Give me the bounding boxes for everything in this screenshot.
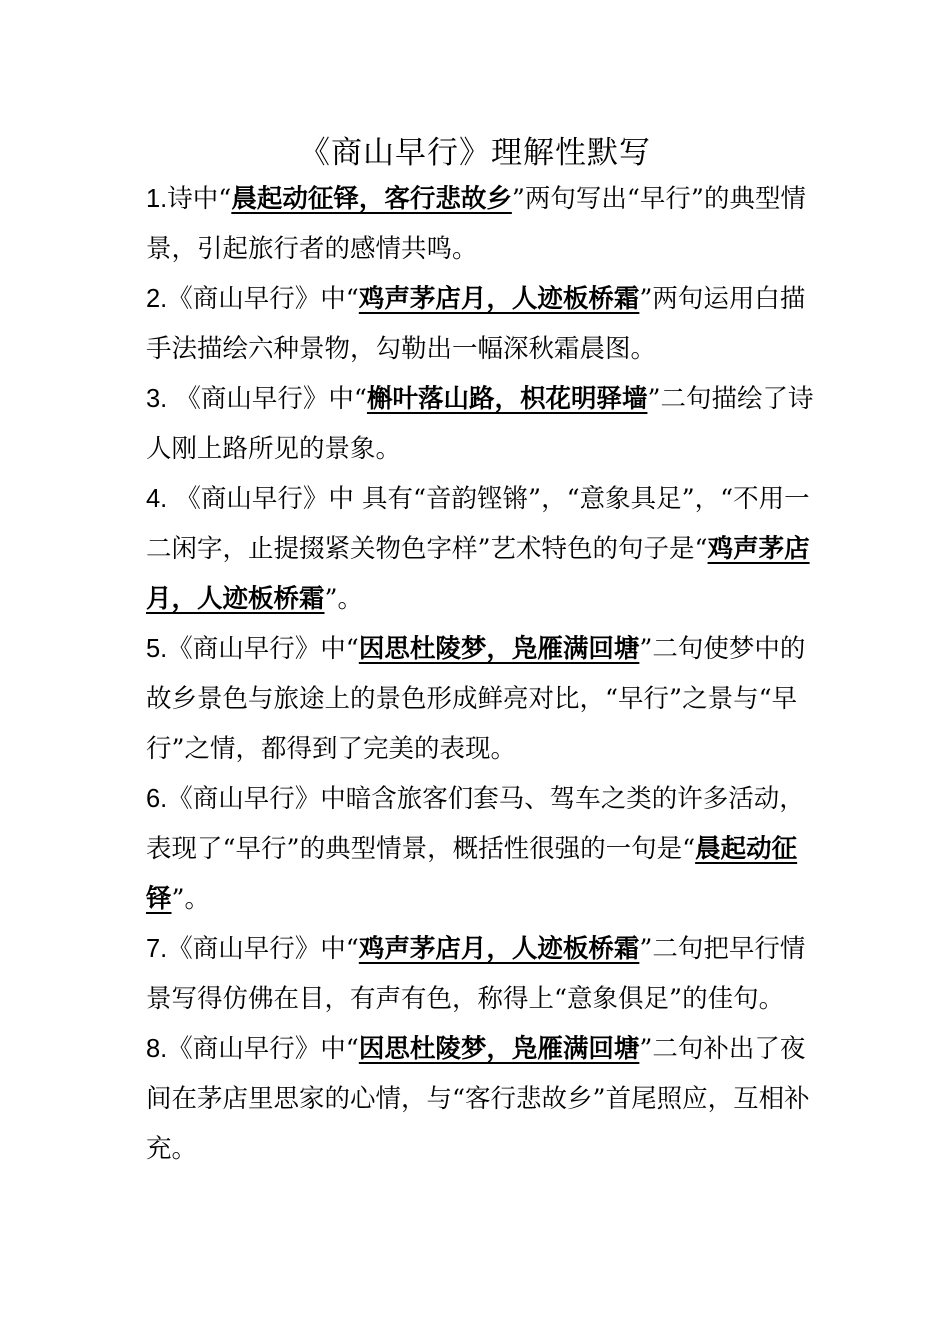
question-item-8 <box>146 1024 816 1174</box>
answer-text: 鸡声茅店月，人迹板桥霜 <box>358 934 640 964</box>
question-number: 5. <box>146 635 168 663</box>
question-number: 8. <box>146 1035 168 1063</box>
question-item-1 <box>146 174 816 274</box>
question-number: 7. <box>146 935 168 963</box>
question-text-before: 《商山早行》中暗含旅客们套马、驾车之类的许多活动，表现了“早行”的典型情景，概括性很强的一句是“ <box>146 784 805 864</box>
question-item-2 <box>146 274 816 374</box>
question-text-after: ”二句把早行情景写得仿佛在目，有声有色，称得上“意象俱足”的佳句。 <box>146 934 806 1014</box>
answer-text: 鸡声茅店月，人迹板桥霜 <box>146 534 810 614</box>
question-text-before: 《商山早行》中“ <box>167 1034 359 1064</box>
answer-text: 槲叶落山路，枳花明驿墙 <box>366 384 648 414</box>
question-list <box>146 174 816 1174</box>
question-text-before: 《商山早行》中“ <box>167 384 367 414</box>
question-item-3 <box>146 374 816 474</box>
question-item-6 <box>146 774 816 924</box>
question-text-after: ”二句补出了夜间在茅店里思家的心情，与“客行悲故乡”首尾照应，互相补充。 <box>146 1034 810 1164</box>
question-text-after: ”。 <box>171 884 211 914</box>
question-text-after: ”。 <box>324 584 364 614</box>
answer-text: 鸡声茅店月，人迹板桥霜 <box>358 284 640 314</box>
answer-text: 因思杜陵梦，凫雁满回塘 <box>358 1034 640 1064</box>
question-number: 1. <box>146 185 168 213</box>
question-number: 6. <box>146 785 168 813</box>
question-text-before: 诗中“ <box>167 184 232 214</box>
question-number: 4. <box>146 485 168 513</box>
question-text-after: ”两句运用白描手法描绘六种景物，勾勒出一幅深秋霜晨图。 <box>146 284 806 364</box>
question-text-before: 《商山早行》中 具有“音韵铿锵”，“意象具足”，“不用一二闲字，止提掇紧关物色字样”艺术特色的句子是“ <box>146 484 810 564</box>
question-text-after: ”二句使梦中的故乡景色与旅途上的景色形成鲜亮对比，“早行”之景与“早行”之情，都得到了完美的表现。 <box>146 634 806 764</box>
question-text-before: 《商山早行》中“ <box>167 634 359 664</box>
question-text-after: ”二句描绘了诗人刚上路所见的景象。 <box>146 384 814 464</box>
document-title: 《商山早行》理解性默写 <box>299 135 651 171</box>
question-number: 3. <box>146 385 168 413</box>
question-item-7 <box>146 924 816 1024</box>
question-number: 2. <box>146 285 168 313</box>
question-item-5 <box>146 624 816 774</box>
question-text-before: 《商山早行》中“ <box>167 934 359 964</box>
question-text-after: ”两句写出“早行”的典型情景，引起旅行者的感情共鸣。 <box>146 184 806 264</box>
question-item-4 <box>146 474 816 624</box>
question-text-before: 《商山早行》中“ <box>167 284 359 314</box>
answer-text: 晨起动征铎 <box>146 834 798 914</box>
answer-text: 因思杜陵梦，凫雁满回塘 <box>358 634 640 664</box>
answer-text: 晨起动征铎，客行悲故乡 <box>231 184 512 214</box>
